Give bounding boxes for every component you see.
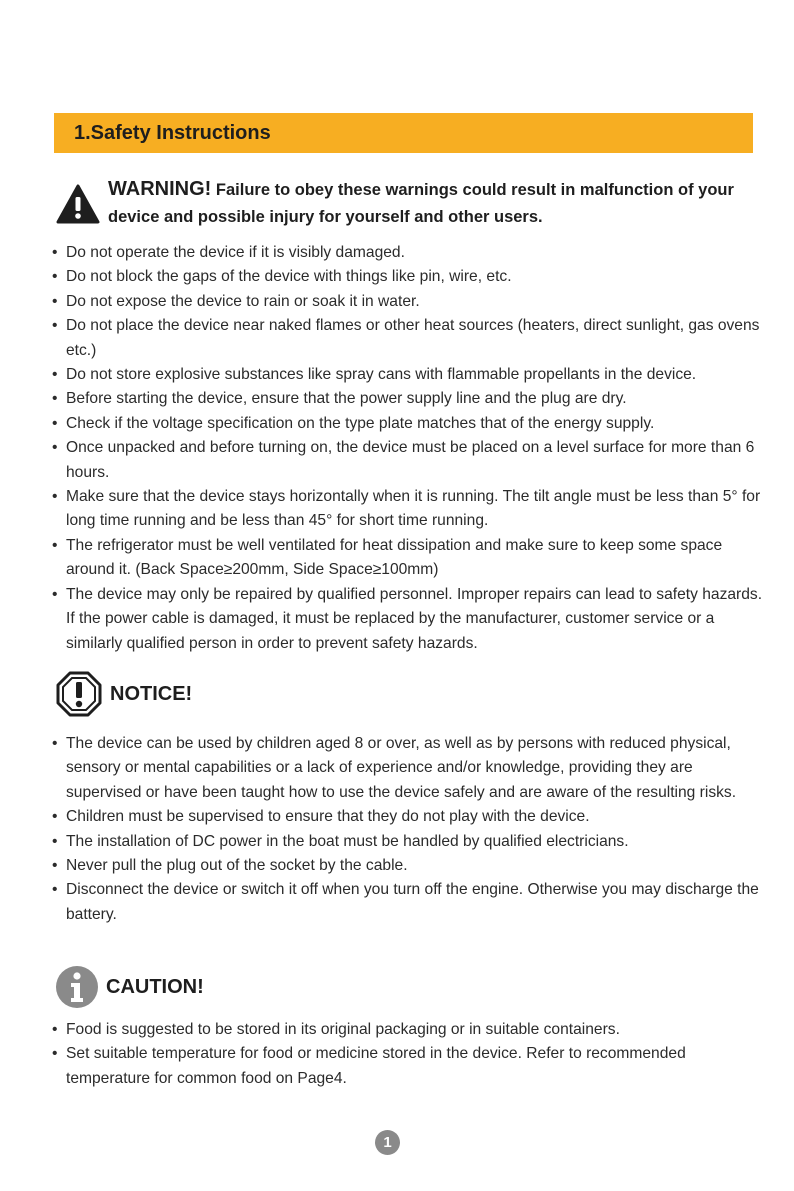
exclamation-octagon-icon [56,671,102,717]
list-item: • Food is suggested to be stored in its original packaging or in suitable containers. [52,1018,772,1042]
list-item: • Children must be supervised to ensure that they do not play with the device. [52,805,772,829]
page-number: 1 [375,1130,400,1155]
list-item: • Before starting the device, ensure that the power supply line and the plug are dry. [52,387,772,411]
list-item: • Disconnect the device or switch it off when you turn off the engine. Otherwise you may discharge the battery. [52,878,772,927]
notice-label: NOTICE! [110,682,193,705]
list-item: • The device may only be repaired by qualified personnel. Improper repairs can lead to safety hazards. If the power cable is damaged, it must be replaced by the manufacturer, customer service or a similarly qualified person in order to prevent safety hazards. [52,583,772,656]
list-item: • Make sure that the device stays horizontally when it is running. The tilt angle must be less than 5° for long time running and be less than 45° for short time running. [52,485,772,534]
list-item: • Do not store explosive substances like spray cans with flammable propellants in the device. [52,363,772,387]
warning-list [52,241,772,656]
section-title: 1.Safety Instructions [74,121,271,144]
list-item: • Do not expose the device to rain or soak it in water. [52,290,772,314]
list-item: • Once unpacked and before turning on, the device must be placed on a level surface for more than 6 hours. [52,436,772,485]
list-item: • Check if the voltage specification on the type plate matches that of the energy supply. [52,412,772,436]
section-header [54,113,753,153]
caution-heading [55,965,204,1009]
list-item: • Do not operate the device if it is visibly damaged. [52,241,772,265]
list-item: • Do not place the device near naked flames or other heat sources (heaters, direct sunlight, gas ovens etc.) [52,314,772,363]
info-icon [55,965,99,1009]
list-item: • Never pull the plug out of the socket by the cable. [52,854,772,878]
warning-text [108,176,758,231]
caution-list [52,1018,772,1091]
warning-triangle-icon [56,184,100,224]
warning-label: WARNING! [108,178,212,200]
notice-heading [56,671,192,717]
list-item: • The refrigerator must be well ventilated for heat dissipation and make sure to keep some space around it. (Back Space≥200mm, Side Space≥100mm) [52,534,772,583]
warning-description: Failure to obey these warnings could result in malfunction of your device and possible injury for yourself and other users. [108,181,734,226]
list-item: • Set suitable temperature for food or medicine stored in the device. Refer to recommended temperature for common food on Page4. [52,1042,772,1091]
list-item: • The device can be used by children aged 8 or over, as well as by persons with reduced physical, sensory or mental capabilities or a lack of experience and/or knowledge, providing they are supervised or have been taught how to use the device safely and are aware of the resulting risks. [52,732,772,805]
notice-list [52,732,772,927]
list-item: • Do not block the gaps of the device with things like pin, wire, etc. [52,265,772,289]
list-item: • The installation of DC power in the boat must be handled by qualified electricians. [52,830,772,854]
caution-label: CAUTION! [106,975,204,998]
